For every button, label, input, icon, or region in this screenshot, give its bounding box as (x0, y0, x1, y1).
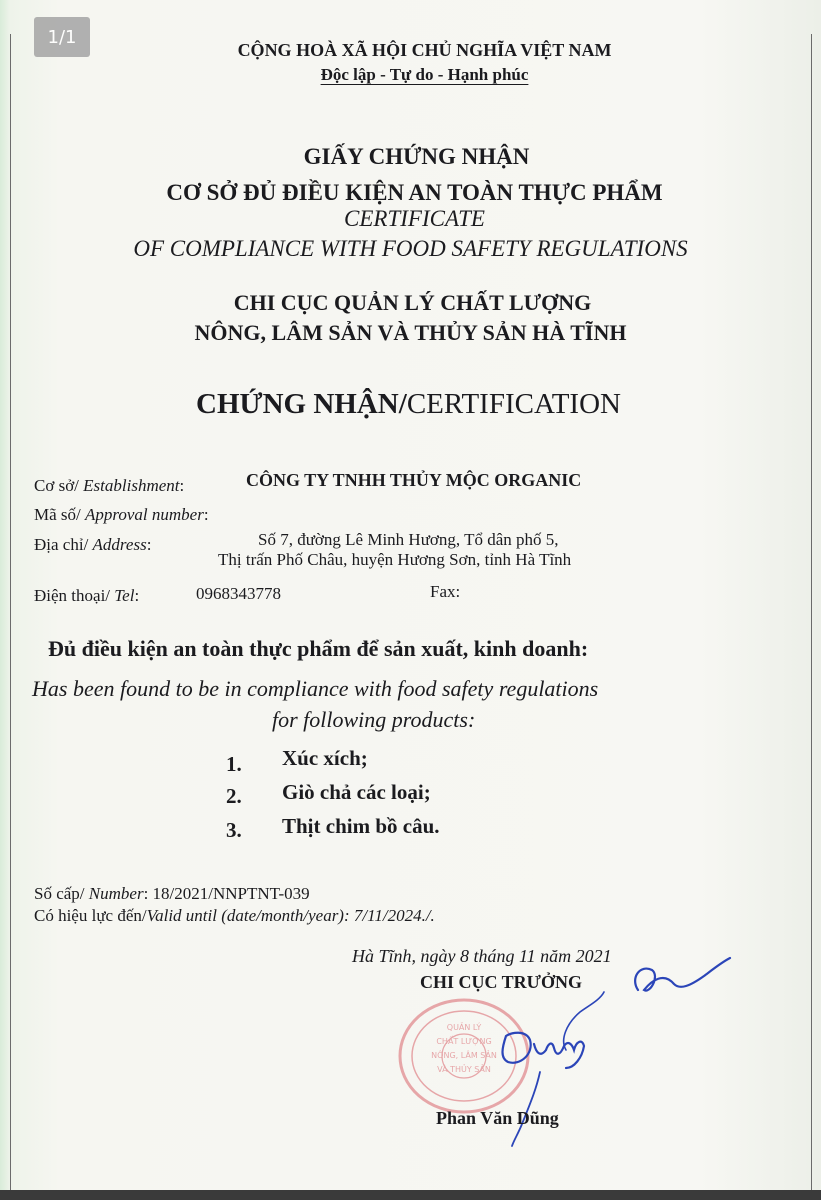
place-and-date: Hà Tĩnh, ngày 8 tháng 11 năm 2021 (352, 946, 612, 966)
certification-heading (0, 388, 819, 421)
product-item-name: Xúc xích; (282, 746, 368, 770)
title-en-line2: OF COMPLIANCE WITH FOOD SAFETY REGULATIONS (133, 236, 688, 261)
tel-label: Điện thoại/ Tel: (34, 586, 140, 605)
issuer-line2: NÔNG, LÂM SẢN VÀ THỦY SẢN HÀ TĨNH (194, 320, 627, 345)
compliance-en-line2: for following products: (272, 707, 476, 732)
certificate-number: Số cấp/ Number: 18/2021/NNPTNT-039 (34, 884, 310, 903)
compliance-vi: Đủ điều kiện an toàn thực phẩm để sản xuất, kinh doanh: (48, 636, 589, 661)
address-line2: Thị trấn Phố Châu, huyện Hương Sơn, tỉnh Hà Tĩnh (218, 550, 572, 569)
title-vi-line1: GIẤY CHỨNG NHẬN (303, 144, 530, 169)
fax-label: Fax: (430, 582, 461, 601)
viewer-bottom-bar (0, 1190, 821, 1200)
national-header-line1: CỘNG HOÀ XÃ HỘI CHỦ NGHĨA VIỆT NAM (237, 40, 612, 60)
issuer-line1: CHI CỤC QUẢN LÝ CHẤT LƯỢNG (233, 290, 592, 315)
official-seal (396, 996, 532, 1116)
valid-until: Có hiệu lực đến/Valid until (date/month/year): 7/11/2024./. (34, 906, 435, 925)
compliance-en-line1: Has been found to be in compliance with food safety regulations (32, 676, 599, 701)
address-line1: Số 7, đường Lê Minh Hương, Tổ dân phố 5, (258, 530, 559, 549)
certification-heading-en: CERTIFICATION (406, 388, 621, 420)
signer-position: CHI CỤC TRƯỞNG (420, 972, 583, 992)
signer-name: Phan Văn Dũng (436, 1108, 559, 1128)
establishment-value: CÔNG TY TNHH THỦY MỘC ORGANIC (246, 470, 582, 490)
seal-text-line: VÀ THỦY SẢN (437, 1065, 491, 1074)
product-item-number: 2. (226, 784, 242, 808)
tel-value: 0968343778 (196, 584, 281, 603)
seal-text-line: NÔNG, LÂM SẢN (431, 1051, 497, 1060)
certification-heading-vi: CHỨNG NHẬN/ (196, 388, 407, 420)
establishment-label: Cơ sở/ Establishment: (34, 476, 185, 495)
title-vi-line2: CƠ SỞ ĐỦ ĐIỀU KIỆN AN TOÀN THỰC PHẨM (166, 180, 663, 205)
page-counter[interactable]: 1/1 (34, 17, 90, 57)
title-en-line1: CERTIFICATE (344, 206, 485, 231)
national-header-motto (14, 65, 821, 85)
product-item-number: 1. (226, 752, 242, 776)
approval-number-label: Mã số/ Approval number: (34, 505, 209, 524)
address-label: Địa chỉ/ Address: (34, 535, 152, 554)
seal-text-line: CHẤT LƯỢNG (436, 1037, 492, 1046)
product-item-name: Thịt chim bồ câu. (282, 814, 440, 838)
national-header-line2: Độc lập - Tự do - Hạnh phúc (320, 65, 529, 84)
seal-text-line: QUẢN LÝ (446, 1023, 482, 1032)
product-item-number: 3. (226, 818, 242, 842)
product-item-name: Giò chả các loại; (282, 780, 431, 804)
